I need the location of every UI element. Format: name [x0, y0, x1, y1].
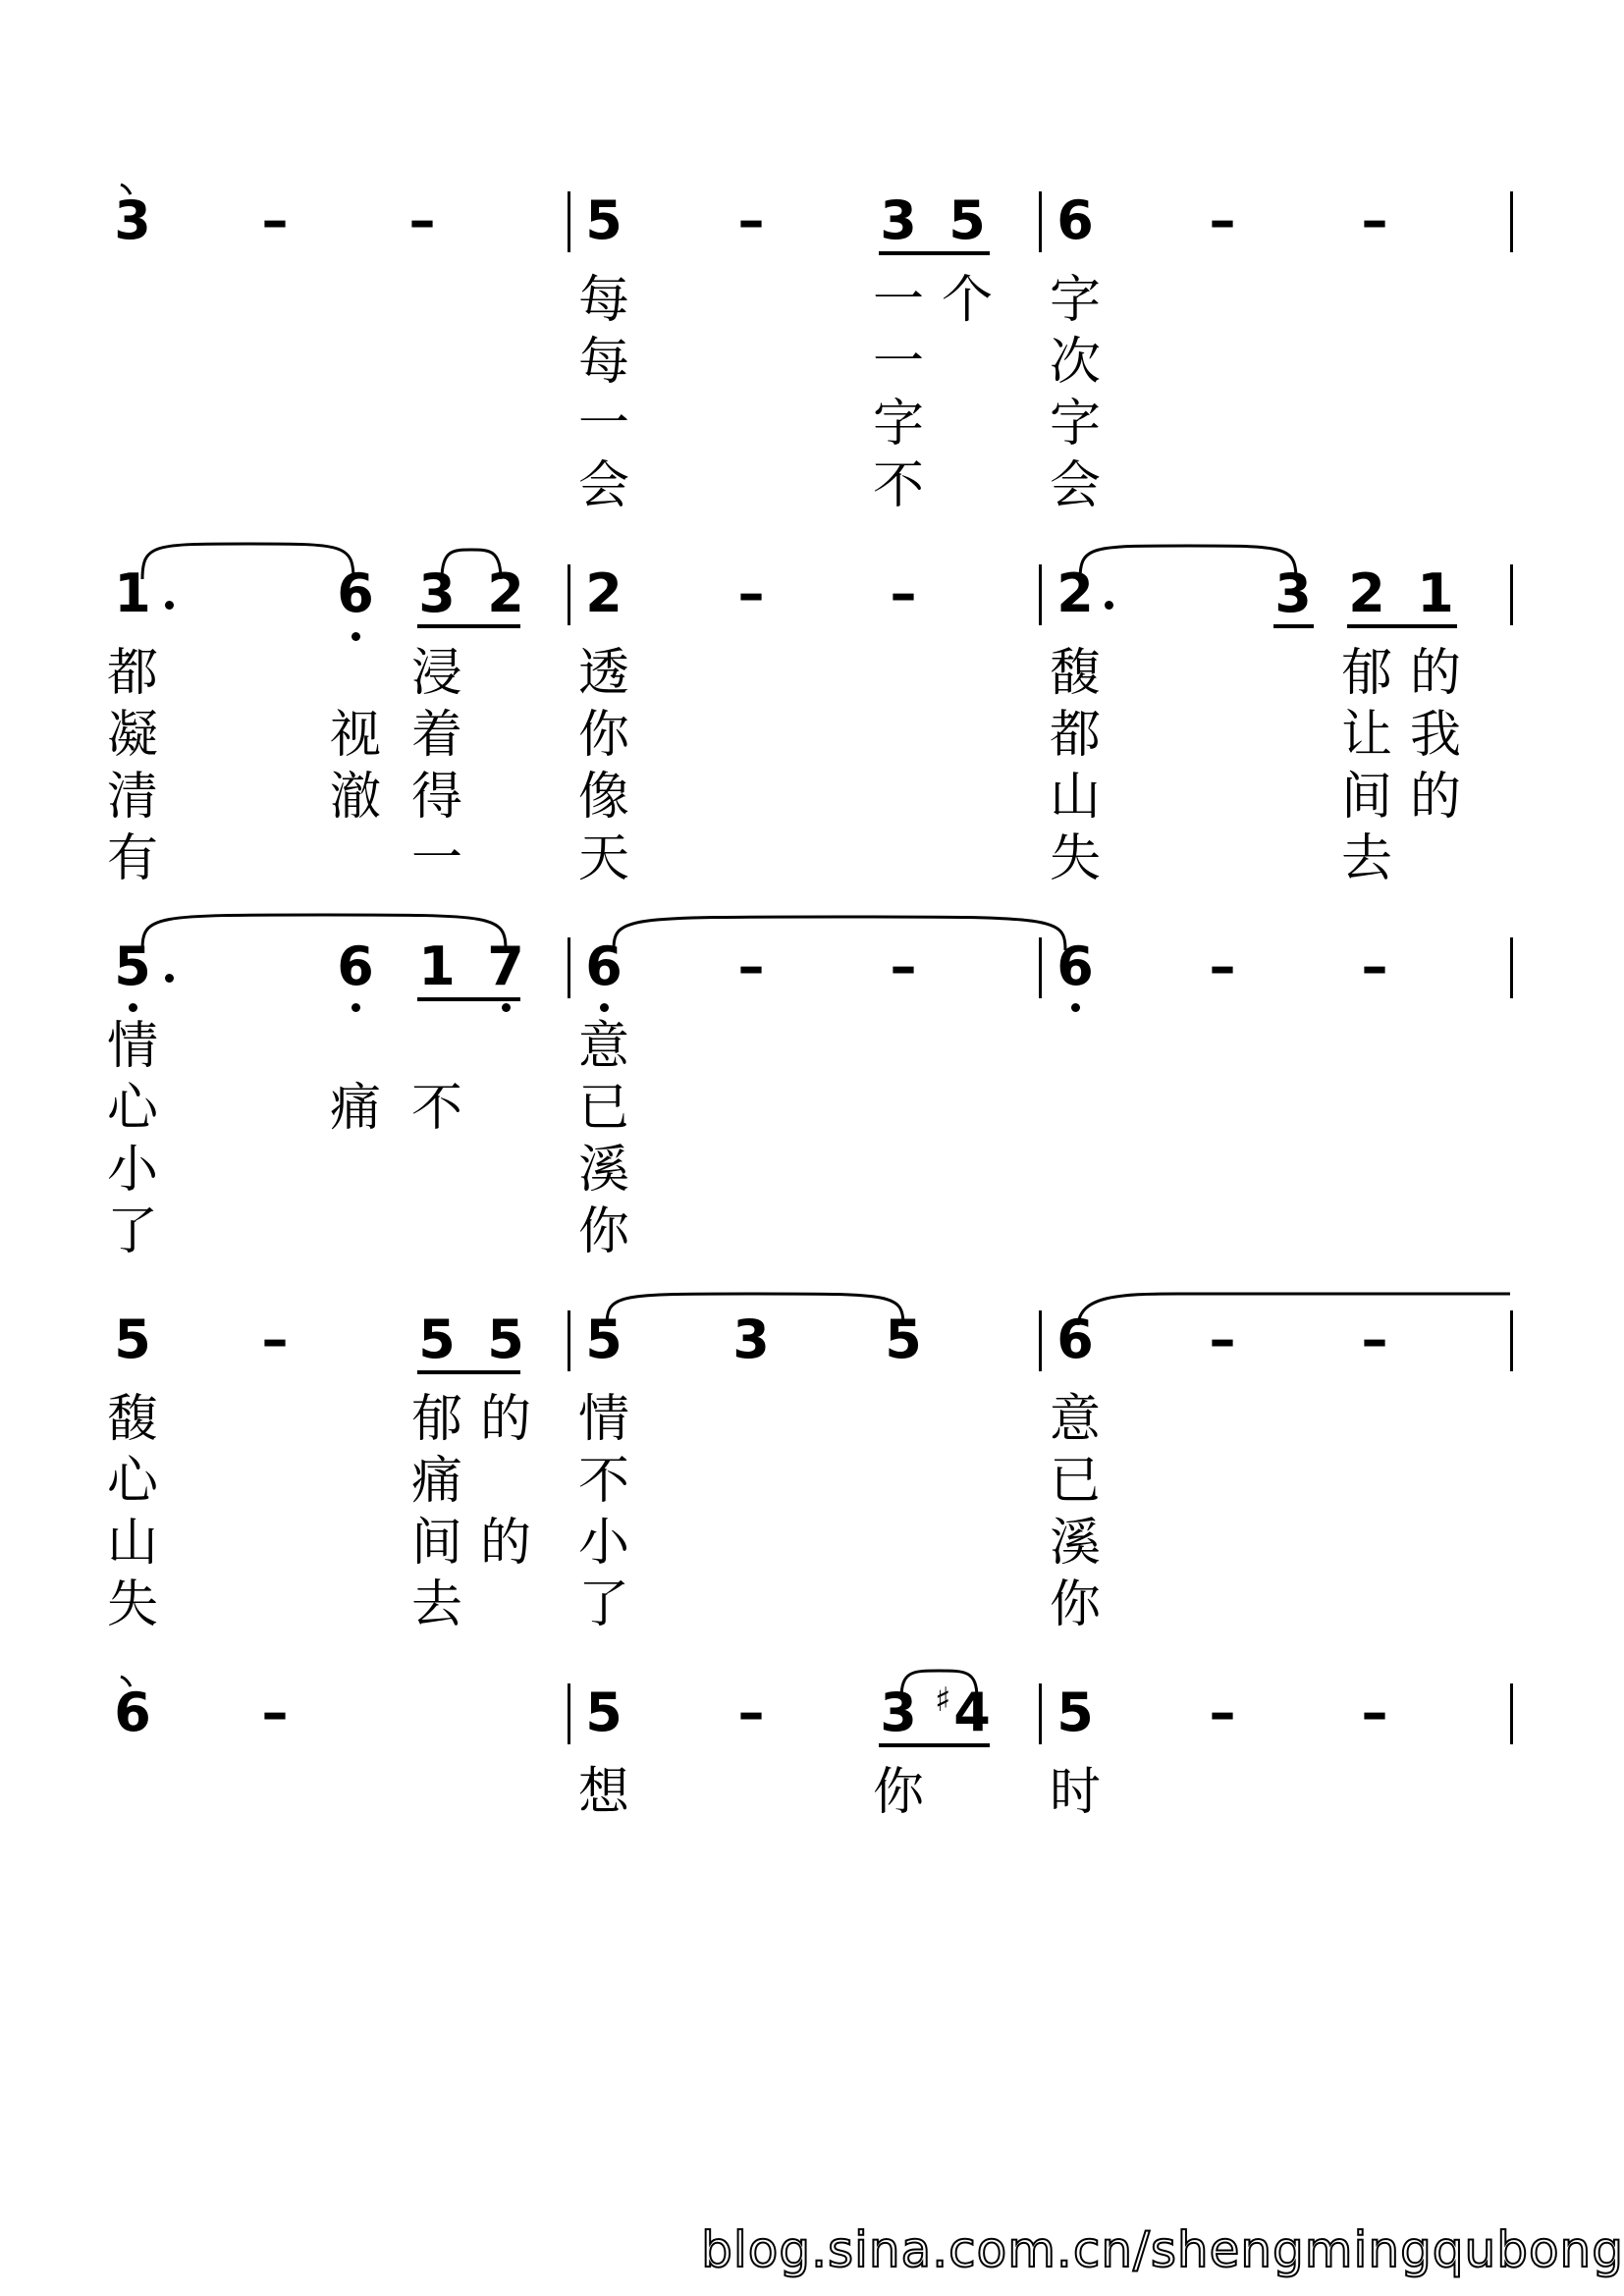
lyric-char: 都 — [106, 644, 158, 703]
bar-line — [1039, 191, 1042, 252]
sustain-dash: – — [1209, 1682, 1236, 1743]
lyric-char: 一 — [872, 333, 924, 392]
eighth-underline — [879, 1743, 990, 1747]
jianpu-note: 6 — [1056, 1308, 1094, 1370]
eighth-underline — [1347, 624, 1457, 628]
bar-line — [568, 937, 570, 998]
jianpu-note: 6 — [1056, 189, 1094, 251]
lyric-char: 溪 — [577, 1141, 629, 1200]
jianpu-note: 5 — [487, 1308, 524, 1370]
jianpu-note: 5 — [885, 1308, 922, 1370]
sustain-dash: – — [1209, 1308, 1236, 1370]
bar-line — [1039, 1683, 1042, 1744]
lyric-char: 让 — [1340, 706, 1392, 765]
sustain-dash: – — [890, 562, 917, 624]
octave-dot-below — [352, 632, 360, 641]
jianpu-note: 2 — [585, 562, 623, 624]
lyric-char: 澈 — [329, 768, 381, 827]
lyric-char: 得 — [410, 768, 462, 827]
jianpu-note: 3 — [418, 562, 456, 624]
jianpu-note: 6 — [1056, 935, 1094, 997]
lyric-char: 情 — [577, 1390, 629, 1449]
bar-line — [1039, 937, 1042, 998]
augmentation-dot — [165, 974, 174, 983]
lyric-char: 不 — [577, 1452, 629, 1511]
lyric-char: 馥 — [106, 1390, 158, 1449]
lyric-char: 痛 — [329, 1079, 381, 1138]
lyric-char: 痛 — [410, 1452, 462, 1511]
octave-dot-below — [1071, 1003, 1080, 1012]
watermark: blog.sina.com.cn/shengmingqubong — [701, 2221, 1624, 2278]
lyric-char: 浸 — [410, 644, 462, 703]
eighth-underline — [417, 997, 520, 1001]
jianpu-note: 5 — [585, 189, 623, 251]
eighth-underline — [417, 1370, 520, 1374]
lyric-char: 有 — [106, 829, 158, 888]
eighth-underline — [879, 251, 990, 255]
lyric-char: 你 — [872, 1763, 924, 1822]
bar-line — [568, 191, 570, 252]
lyric-char: 了 — [106, 1202, 158, 1261]
lyric-char: 会 — [577, 456, 629, 515]
lyric-char: 意 — [577, 1017, 629, 1076]
lyric-char: 的 — [1409, 644, 1461, 703]
jianpu-note: 1 — [418, 935, 456, 997]
lyric-char: 透 — [577, 644, 629, 703]
sustain-dash: – — [737, 1682, 765, 1743]
lyric-char: 馥 — [1049, 644, 1101, 703]
lyric-char: 失 — [106, 1575, 158, 1634]
jianpu-note: 5 — [585, 1682, 623, 1743]
lyric-char: 郁 — [410, 1390, 462, 1449]
sustain-dash: – — [737, 935, 765, 997]
sustain-dash: – — [1361, 935, 1388, 997]
bar-line — [1510, 937, 1513, 998]
lyric-char: 凝 — [106, 706, 158, 765]
jianpu-note: 7 — [487, 935, 524, 997]
jianpu-note: 5 — [1056, 1682, 1094, 1743]
lyric-char: 一 — [872, 271, 924, 330]
lyric-char: 去 — [1340, 829, 1392, 888]
jianpu-note: 6 — [585, 935, 623, 997]
lyric-char: 都 — [1049, 706, 1101, 765]
sustain-dash: – — [261, 1308, 289, 1370]
lyric-char: 你 — [577, 1202, 629, 1261]
lyric-char: 去 — [410, 1575, 462, 1634]
sharp-sign: ♯ — [935, 1681, 951, 1720]
lyric-char: 的 — [479, 1390, 531, 1449]
jianpu-note: 3 — [880, 189, 917, 251]
lyric-char: 着 — [410, 706, 462, 765]
bar-line — [1510, 564, 1513, 625]
jianpu-note: 2 — [1348, 562, 1385, 624]
lyric-char: 次 — [1049, 333, 1101, 392]
sustain-dash: – — [1361, 1682, 1388, 1743]
sustain-dash: – — [1361, 1308, 1388, 1370]
jianpu-note: 4 — [953, 1682, 991, 1743]
lyric-char: 的 — [1409, 768, 1461, 827]
lyric-char: 已 — [577, 1079, 629, 1138]
augmentation-dot — [1105, 601, 1113, 610]
tie — [1078, 1294, 1510, 1325]
bar-line — [1510, 191, 1513, 252]
bar-line — [1510, 1683, 1513, 1744]
lyric-char: 情 — [106, 1017, 158, 1076]
eighth-underline — [1273, 624, 1314, 628]
lyric-char: 山 — [106, 1514, 158, 1573]
lyric-char: 想 — [577, 1763, 629, 1822]
lyric-char: 像 — [577, 768, 629, 827]
sustain-dash: – — [1361, 189, 1388, 251]
lyric-char: 小 — [577, 1514, 629, 1573]
bar-line — [1039, 1310, 1042, 1371]
eighth-underline — [417, 624, 520, 628]
jianpu-note: 5 — [114, 935, 151, 997]
lyric-char: 你 — [1049, 1575, 1101, 1634]
lyric-char: 每 — [577, 333, 629, 392]
jianpu-note: 6 — [337, 562, 374, 624]
lyric-char: 字 — [872, 395, 924, 454]
slur — [614, 917, 1065, 950]
lyric-char: 失 — [1049, 829, 1101, 888]
lyric-char: 清 — [106, 768, 158, 827]
lyric-char: 字 — [1049, 271, 1101, 330]
lyric-char: 山 — [1049, 768, 1101, 827]
sustain-dash: – — [737, 562, 765, 624]
bar-line — [568, 564, 570, 625]
bar-line — [1510, 1310, 1513, 1371]
lyric-char: 字 — [1049, 395, 1101, 454]
lyric-char: 郁 — [1340, 644, 1392, 703]
jianpu-note: 3 — [880, 1682, 917, 1743]
lyric-char: 天 — [577, 829, 629, 888]
bar-line — [568, 1683, 570, 1744]
jianpu-note: 5 — [948, 189, 986, 251]
lyric-char: 每 — [577, 271, 629, 330]
lyric-char: 意 — [1049, 1390, 1101, 1449]
jianpu-note: 3 — [1274, 562, 1312, 624]
augmentation-dot — [165, 601, 174, 610]
jianpu-note: 6 — [337, 935, 374, 997]
sustain-dash: – — [408, 189, 436, 251]
lyric-char: 会 — [1049, 456, 1101, 515]
jianpu-note: 2 — [1056, 562, 1094, 624]
sustain-dash: – — [1209, 189, 1236, 251]
lyric-char: 的 — [479, 1514, 531, 1573]
sustain-dash: – — [261, 189, 289, 251]
jianpu-note: 3 — [732, 1308, 770, 1370]
jianpu-note: 3 — [114, 189, 151, 251]
lyric-char: 了 — [577, 1575, 629, 1634]
jianpu-note: 1 — [1417, 562, 1454, 624]
lyric-char: 已 — [1049, 1452, 1101, 1511]
octave-dot-below — [600, 1003, 609, 1012]
jianpu-note: 5 — [418, 1308, 456, 1370]
jianpu-note: 1 — [114, 562, 151, 624]
lyric-char: 心 — [106, 1452, 158, 1511]
octave-dot-below — [352, 1003, 360, 1012]
lyric-char: 不 — [872, 456, 924, 515]
lyric-char: 溪 — [1049, 1514, 1101, 1573]
lyric-char: 一 — [577, 395, 629, 454]
octave-dot-below — [129, 1003, 137, 1012]
sustain-dash: – — [890, 935, 917, 997]
bar-line — [1039, 564, 1042, 625]
sustain-dash: – — [1209, 935, 1236, 997]
slur — [142, 544, 353, 579]
jianpu-note: 5 — [585, 1308, 623, 1370]
jianpu-note: 5 — [114, 1308, 151, 1370]
lyric-char: 不 — [410, 1079, 462, 1138]
bar-line — [568, 1310, 570, 1371]
lyric-char: 间 — [410, 1514, 462, 1573]
sustain-dash: – — [737, 189, 765, 251]
octave-dot-below — [502, 1003, 511, 1012]
lyric-char: 时 — [1049, 1763, 1101, 1822]
lyric-char: 个 — [941, 271, 993, 330]
jianpu-note: 6 — [114, 1682, 151, 1743]
sustain-dash: – — [261, 1682, 289, 1743]
jianpu-note: 2 — [487, 562, 524, 624]
lyric-char: 你 — [577, 706, 629, 765]
lyric-char: 小 — [106, 1141, 158, 1200]
lyric-char: 我 — [1409, 706, 1461, 765]
lyric-char: 心 — [106, 1079, 158, 1138]
lyric-char: 视 — [329, 706, 381, 765]
lyric-char: 一 — [410, 829, 462, 888]
lyric-char: 间 — [1340, 768, 1392, 827]
